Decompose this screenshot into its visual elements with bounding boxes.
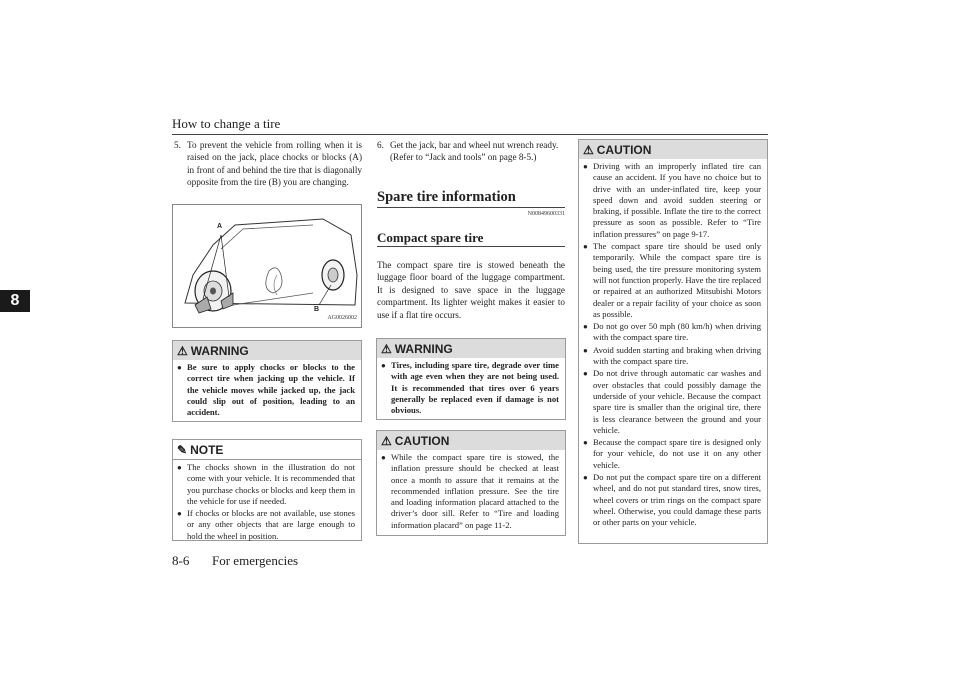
list-item: ● Do not drive through automatic car washes and over obstacles that could possibly damage the underside of your vehicle. Because the compact spare tire is smaller than the original tire, there is less clearance between the ground and your vehicle. [583, 368, 761, 435]
step-text: To prevent the vehicle from rolling when it is raised on the jack, place chocks or blocks (A) in front of and behind the tire that is diagonally opposite from the tire (B) you are changing. [187, 140, 362, 188]
note-box [172, 439, 362, 541]
warning-box-chocks [172, 340, 362, 422]
caution-title: CAUTION [596, 143, 652, 157]
footer-section-name: For emergencies [212, 553, 299, 568]
note-list [173, 460, 361, 547]
bullet-icon: ● [583, 242, 588, 252]
figure-label-a: A [217, 223, 223, 230]
bullet-icon: ● [583, 438, 588, 448]
step-reference: (Refer to “Jack and tools” on page 8-5.) [390, 152, 537, 163]
bullet-icon: ● [583, 369, 588, 379]
warning-list [377, 358, 565, 421]
warning-header [173, 341, 361, 360]
list-item: ● The compact spare tire should be used only temporarily. While the compact spare tire is being used, the tire pressure monitoring system will not function properly. Have the tire replaced or repaired at an authorized Mitsubishi Motors dealer or a repair facility of your choice as soon as possible. [583, 241, 761, 319]
caution-header [579, 140, 767, 159]
caution-header [377, 431, 565, 450]
bullet-icon: ● [381, 453, 386, 462]
subsection-title: Compact spare tire [377, 230, 484, 245]
list-item: ● While the compact spare tire is stowed, the inflation pressure should be checked at least once a month to assure that it remains at the recommended inflation pressure. See the tire and loading information placard attached to the driver’s door sill. Refer to “Tire and loading information placard” on page 11-2. [381, 452, 559, 530]
bullet-icon: ● [583, 162, 588, 171]
pencil-icon: ✎ [177, 443, 188, 457]
subsection-rule [377, 246, 565, 247]
bullet-icon: ● [177, 463, 182, 472]
list-item: ● Do not put the compact spare tire on a different wheel, and do not put standard tires, snow tires, wheel covers or trim rings on the compact spare wheel. Otherwise, you could damage these parts or other parts on your vehicle. [583, 472, 761, 528]
bullet-icon: ● [583, 322, 588, 332]
page-header-title: How to change a tire [172, 116, 281, 131]
warning-triangle-icon: ⚠ [177, 344, 188, 358]
caution-box-compact-spare [578, 139, 768, 544]
list-item: ● Tires, including spare tire, degrade over time with age even when they are not being used. It is recommended that tires over 6 years generally be replaced even if damage is not obvious. [381, 360, 559, 416]
warning-triangle-icon: ⚠ [381, 342, 392, 356]
caution-list [579, 159, 767, 534]
note-header [173, 440, 361, 460]
list-item: ● Do not go over 50 mph (80 km/h) when driving with the compact spare tire. [583, 321, 761, 343]
bullet-icon: ● [583, 473, 588, 483]
list-item: ● Driving with an improperly inflated tire can cause an accident. If you have no choice but to drive with an under-inflated tire, keep your speed down and avoid sudden steering or braking, if possible. Inflate the tire to the correct pressure as soon as possible. Refer to “Tire inflation pressures” on page 9-17. [583, 161, 761, 239]
caution-title: CAUTION [394, 434, 450, 448]
list-item: ● Avoid sudden starting and braking when driving with the compact spare tire. [583, 344, 761, 367]
chock-figure [172, 204, 362, 328]
figure-code: AG0026002 [327, 315, 357, 321]
bullet-icon: ● [177, 509, 182, 519]
caution-list [377, 450, 565, 536]
column-2 [377, 139, 565, 164]
compact-spare-body: The compact spare tire is stowed beneath the luggage floor board of the luggage compartment. It is designed to save space in the luggage compartment. Its lighter weight makes it easier to use if a flat tire occurs. [377, 260, 565, 320]
warning-list [173, 360, 361, 423]
list-item: ● If chocks or blocks are not available, use stones or any other objects that are large enough to hold the wheel in position. [177, 508, 355, 541]
footer-page-number: 8-6 [172, 553, 190, 568]
caution-triangle-icon: ⚠ [583, 143, 594, 157]
step-6 [377, 139, 565, 164]
warning-box-tire-age [376, 338, 566, 420]
caution-box-stowed [376, 430, 566, 536]
list-item: ● Be sure to apply chocks or blocks to the correct tire when jacking up the vehicle. If the vehicle moves while jacked up, the jack could slip out of position, leading to an accident. [177, 362, 355, 418]
section-rule [377, 207, 565, 208]
section-code: N00849600331 [527, 211, 565, 217]
list-item: ● The chocks shown in the illustration do not come with your vehicle. It is recommended that you purchase chocks or blocks and keep them in the vehicle for use if needed. [177, 462, 355, 506]
step-5 [174, 139, 362, 189]
chapter-tab[interactable]: 8 [0, 290, 30, 312]
warning-header [377, 339, 565, 358]
step-text: Get the jack, bar and wheel nut wrench ready. (Refer to “Jack and tools” on page 8-5.) [390, 140, 559, 163]
list-item: ● Because the compact spare tire is designed only for your vehicle, do not use it on any other vehicle. [583, 437, 761, 470]
section-title: Spare tire information [377, 189, 516, 205]
step-number: 6. [377, 140, 384, 150]
bullet-icon: ● [177, 363, 182, 372]
bullet-icon: ● [381, 361, 386, 370]
caution-triangle-icon: ⚠ [381, 434, 392, 448]
bullet-icon: ● [583, 345, 588, 355]
warning-title: WARNING [190, 344, 249, 358]
warning-title: WARNING [394, 342, 453, 356]
figure-label-b: B [314, 306, 320, 313]
header-rule [172, 134, 768, 135]
step-number: 5. [174, 140, 181, 150]
note-title: NOTE [190, 443, 224, 457]
column-1 [174, 139, 362, 189]
vehicle-chock-illustration [173, 205, 361, 327]
